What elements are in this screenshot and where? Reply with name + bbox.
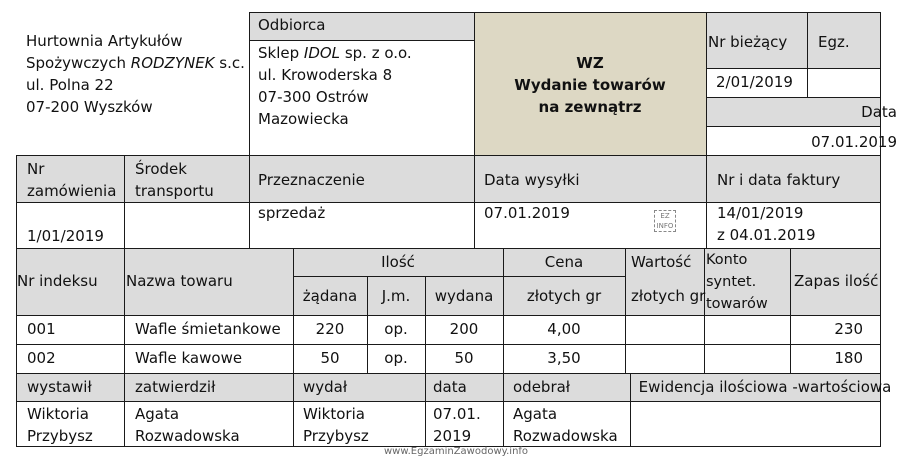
recipient-label: Odbiorca: [258, 16, 326, 34]
stamp-icon: [654, 210, 676, 232]
supplier-name-italic: RODZYNEK: [130, 54, 215, 72]
approved-by-name-2: Rozwadowska: [135, 427, 240, 445]
supplier-street: ul. Polna 22: [26, 76, 114, 94]
document-title-line2: na zewnątrz: [538, 98, 642, 116]
recipient-name-italic: IDOL: [303, 44, 341, 62]
col-name-header: Nazwa towaru: [126, 272, 233, 290]
row-name: Wafle śmietankowe: [135, 320, 281, 338]
invoice-value-line2: z 04.01.2019: [717, 226, 816, 244]
shipping-date-value: 07.01.2019: [484, 204, 570, 222]
col-account-header-2: syntet.: [706, 274, 757, 290]
released-by-label: wydał: [303, 378, 348, 396]
current-number-label: Nr bieżący: [708, 33, 788, 51]
approved-by-label: zatwierdził: [135, 378, 216, 396]
order-number-value: 1/01/2019: [27, 227, 104, 245]
recipient-name: [258, 42, 412, 64]
records-label: Ewidencja ilościowa -wartościowa: [638, 378, 892, 396]
recipient-name-suffix: sp. z o.o.: [340, 44, 412, 62]
row-stock: 230: [834, 320, 863, 338]
col-stock-header: Zapas ilość: [794, 272, 879, 290]
recipient-city: 07-300 Ostrów: [258, 88, 369, 106]
col-qty-issued-header: wydana: [434, 287, 494, 305]
col-index-header: Nr indeksu: [17, 272, 98, 290]
col-account-header-3: towarów: [706, 296, 768, 312]
supplier-name-prefix: Spożywczych: [26, 54, 131, 72]
received-by-name-1: Agata: [513, 405, 558, 423]
supplier-name-line1: Hurtownia Artykułów: [26, 32, 183, 50]
issued-by-label: wystawił: [27, 378, 92, 396]
sign-date-value-1: 07.01.: [433, 405, 481, 423]
row-price: 4,00: [547, 320, 581, 338]
row-index: 002: [27, 349, 56, 367]
order-number-label-1: Nr: [27, 160, 45, 178]
col-value-unit-header: złotych gr: [631, 287, 706, 305]
released-by-name-2: Przybysz: [303, 427, 369, 445]
invoice-value-line1: 14/01/2019: [717, 204, 804, 222]
transport-label-2: transportu: [135, 182, 214, 200]
invoice-label: Nr i data faktury: [717, 171, 841, 189]
recipient-street: ul. Krowoderska 8: [258, 66, 393, 84]
copy-label: Egz.: [818, 33, 850, 51]
row-issued: 50: [454, 349, 474, 367]
col-qty-requested-header: żądana: [302, 287, 358, 305]
released-by-name-1: Wiktoria: [303, 405, 365, 423]
col-unit-header: J.m.: [381, 287, 411, 305]
shipping-date-label: Data wysyłki: [484, 171, 580, 189]
row-requested: 220: [315, 320, 345, 338]
row-unit: op.: [384, 320, 408, 338]
stamp-text: EZ INFO: [656, 212, 674, 230]
supplier-name-suffix: s.c.: [214, 54, 245, 72]
col-qty-header: Ilość: [381, 253, 415, 271]
received-by-label: odebrał: [513, 378, 571, 396]
document-code: WZ: [576, 54, 604, 72]
col-price-unit-header: złotych gr: [526, 287, 602, 305]
recipient-name-prefix: Sklep: [258, 44, 304, 62]
row-unit: op.: [384, 349, 408, 367]
current-number-value: 2/01/2019: [716, 73, 793, 91]
approved-by-name-1: Agata: [135, 405, 180, 423]
col-price-header: Cena: [544, 253, 584, 271]
sign-date-label: data: [433, 378, 467, 396]
col-account-header-1: Konto: [706, 252, 748, 268]
issued-by-name-2: Przybysz: [27, 427, 93, 445]
row-index: 001: [27, 320, 56, 338]
purpose-value: sprzedaż: [258, 204, 326, 222]
col-value-header: Wartość: [631, 253, 692, 271]
transport-label-1: Środek: [135, 160, 187, 178]
received-by-name-2: Rozwadowska: [513, 427, 618, 445]
row-requested: 50: [320, 349, 340, 367]
watermark: www.EgzaminZawodowy.info: [384, 446, 529, 457]
row-issued: 200: [449, 320, 479, 338]
issued-by-name-1: Wiktoria: [27, 405, 89, 423]
supplier-name-line2: [26, 52, 245, 74]
order-number-label-2: zamówienia: [27, 182, 117, 200]
document-title-line1: Wydanie towarów: [514, 76, 666, 94]
row-price: 3,50: [547, 349, 581, 367]
row-name: Wafle kawowe: [135, 349, 243, 367]
sign-date-value-2: 2019: [433, 427, 472, 445]
row-stock: 180: [834, 349, 863, 367]
date-value: 07.01.2019: [811, 133, 897, 151]
recipient-city-2: Mazowiecka: [258, 110, 349, 128]
date-label: Data: [861, 103, 897, 121]
purpose-label: Przeznaczenie: [258, 171, 365, 189]
supplier-city: 07-200 Wyszków: [26, 98, 153, 116]
